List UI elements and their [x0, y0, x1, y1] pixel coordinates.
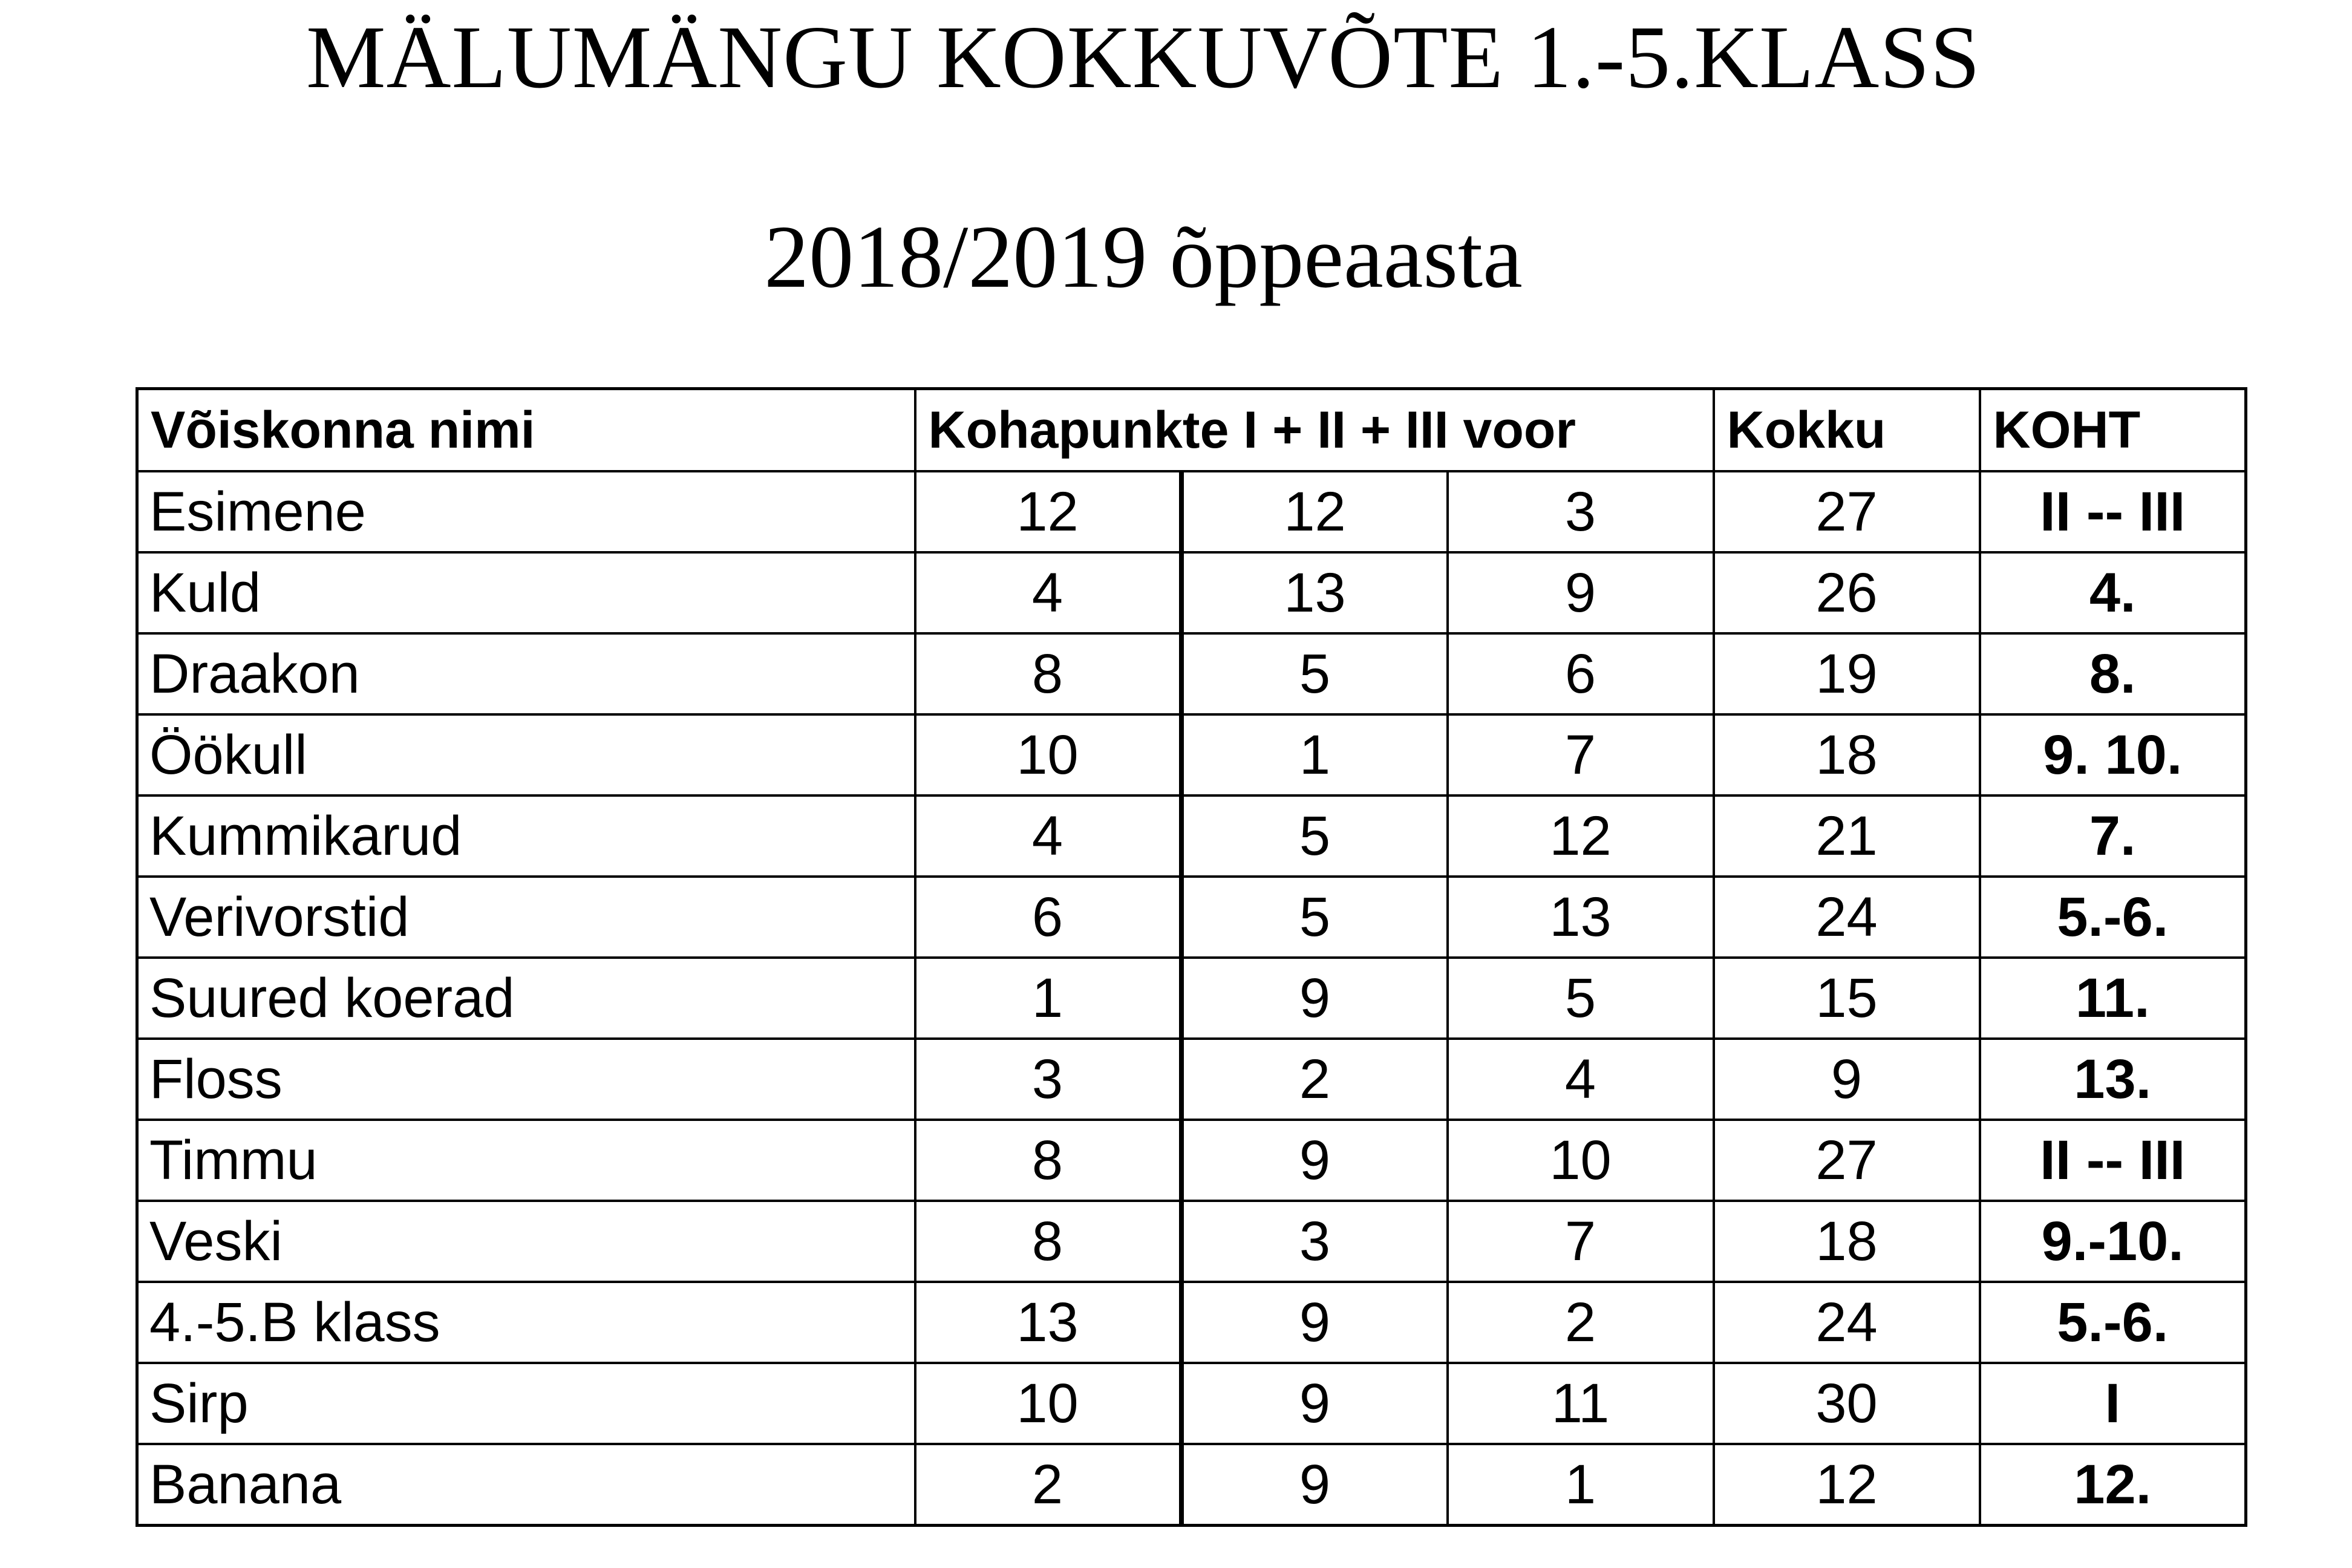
- place-cell: I: [1980, 1363, 2246, 1444]
- place-cell: 12.: [1980, 1444, 2246, 1526]
- round-2-points-cell: 9: [1181, 1363, 1448, 1444]
- round-1-points-cell: 2: [915, 1444, 1181, 1526]
- place-cell: 9.-10.: [1980, 1201, 2246, 1282]
- round-3-points-cell: 12: [1448, 795, 1714, 877]
- team-name-cell: Kummikarud: [137, 795, 915, 877]
- round-2-points-cell: 9: [1181, 1444, 1448, 1526]
- round-3-points-cell: 10: [1448, 1120, 1714, 1201]
- round-1-points-cell: 10: [915, 1363, 1181, 1444]
- team-name-cell: Floss: [137, 1039, 915, 1120]
- table-row: [137, 1363, 2246, 1444]
- table-row: [137, 633, 2246, 714]
- total-points-cell: 12: [1714, 1444, 1980, 1526]
- team-name-cell: Suured koerad: [137, 958, 915, 1039]
- table-row: [137, 714, 2246, 795]
- place-cell: 4.: [1980, 552, 2246, 633]
- round-2-points-cell: 2: [1181, 1039, 1448, 1120]
- round-1-points-cell: 4: [915, 795, 1181, 877]
- total-points-cell: 9: [1714, 1039, 1980, 1120]
- team-name-cell: 4.-5.B klass: [137, 1282, 915, 1363]
- table-row: [137, 1039, 2246, 1120]
- round-2-points-cell: 5: [1181, 877, 1448, 958]
- place-cell: 13.: [1980, 1039, 2246, 1120]
- place-cell: 5.-6.: [1980, 1282, 2246, 1363]
- round-1-points-cell: 1: [915, 958, 1181, 1039]
- round-3-points-cell: 4: [1448, 1039, 1714, 1120]
- round-2-points-cell: 13: [1181, 552, 1448, 633]
- round-2-points-cell: 12: [1181, 471, 1448, 552]
- table-row: [137, 1282, 2246, 1363]
- total-points-cell: 26: [1714, 552, 1980, 633]
- team-name-cell: Sirp: [137, 1363, 915, 1444]
- table-row: [137, 958, 2246, 1039]
- team-name-cell: Draakon: [137, 633, 915, 714]
- team-name-cell: Timmu: [137, 1120, 915, 1201]
- document-subtitle: 2018/2019 õppeaasta: [764, 207, 1523, 307]
- team-name-cell: Veski: [137, 1201, 915, 1282]
- round-3-points-cell: 7: [1448, 714, 1714, 795]
- round-2-points-cell: 5: [1181, 795, 1448, 877]
- table-row: [137, 795, 2246, 877]
- round-2-points-cell: 5: [1181, 633, 1448, 714]
- header-total: Kokku: [1714, 389, 1980, 472]
- round-1-points-cell: 3: [915, 1039, 1181, 1120]
- place-cell: 11.: [1980, 958, 2246, 1039]
- results-table-body: [137, 389, 2246, 1526]
- document-title: MÄLUMÄNGU KOKKUVÕTE 1.-5.KLASS: [306, 8, 1981, 107]
- round-3-points-cell: 1: [1448, 1444, 1714, 1526]
- round-3-points-cell: 9: [1448, 552, 1714, 633]
- total-points-cell: 21: [1714, 795, 1980, 877]
- round-1-points-cell: 13: [915, 1282, 1181, 1363]
- team-name-cell: Banana: [137, 1444, 915, 1526]
- total-points-cell: 18: [1714, 1201, 1980, 1282]
- team-name-cell: Kuld: [137, 552, 915, 633]
- place-cell: 8.: [1980, 633, 2246, 714]
- round-3-points-cell: 3: [1448, 471, 1714, 552]
- round-2-points-cell: 9: [1181, 1282, 1448, 1363]
- round-3-points-cell: 11: [1448, 1363, 1714, 1444]
- place-cell: 5.-6.: [1980, 877, 2246, 958]
- total-points-cell: 18: [1714, 714, 1980, 795]
- total-points-cell: 27: [1714, 1120, 1980, 1201]
- table-row: [137, 552, 2246, 633]
- place-cell: 7.: [1980, 795, 2246, 877]
- header-place: KOHT: [1980, 389, 2246, 472]
- place-cell: II -- III: [1980, 1120, 2246, 1201]
- round-1-points-cell: 4: [915, 552, 1181, 633]
- round-3-points-cell: 2: [1448, 1282, 1714, 1363]
- round-3-points-cell: 6: [1448, 633, 1714, 714]
- table-row: [137, 471, 2246, 552]
- round-1-points-cell: 8: [915, 633, 1181, 714]
- round-1-points-cell: 10: [915, 714, 1181, 795]
- round-2-points-cell: 1: [1181, 714, 1448, 795]
- table-row: [137, 1201, 2246, 1282]
- team-name-cell: Öökull: [137, 714, 915, 795]
- header-team-name: Võiskonna nimi: [137, 389, 915, 472]
- place-cell: II -- III: [1980, 471, 2246, 552]
- round-3-points-cell: 13: [1448, 877, 1714, 958]
- results-table: [136, 387, 2247, 1527]
- total-points-cell: 15: [1714, 958, 1980, 1039]
- table-row: [137, 1444, 2246, 1526]
- round-3-points-cell: 5: [1448, 958, 1714, 1039]
- total-points-cell: 24: [1714, 1282, 1980, 1363]
- team-name-cell: Verivorstid: [137, 877, 915, 958]
- round-1-points-cell: 6: [915, 877, 1181, 958]
- round-2-points-cell: 3: [1181, 1201, 1448, 1282]
- total-points-cell: 19: [1714, 633, 1980, 714]
- round-1-points-cell: 8: [915, 1120, 1181, 1201]
- round-1-points-cell: 8: [915, 1201, 1181, 1282]
- table-row: [137, 1120, 2246, 1201]
- total-points-cell: 30: [1714, 1363, 1980, 1444]
- table-row: [137, 877, 2246, 958]
- team-name-cell: Esimene: [137, 471, 915, 552]
- total-points-cell: 27: [1714, 471, 1980, 552]
- round-3-points-cell: 7: [1448, 1201, 1714, 1282]
- table-header-row: [137, 389, 2246, 472]
- header-round-points: Kohapunkte I + II + III voor: [915, 389, 1714, 472]
- round-2-points-cell: 9: [1181, 1120, 1448, 1201]
- total-points-cell: 24: [1714, 877, 1980, 958]
- place-cell: 9. 10.: [1980, 714, 2246, 795]
- round-2-points-cell: 9: [1181, 958, 1448, 1039]
- round-1-points-cell: 12: [915, 471, 1181, 552]
